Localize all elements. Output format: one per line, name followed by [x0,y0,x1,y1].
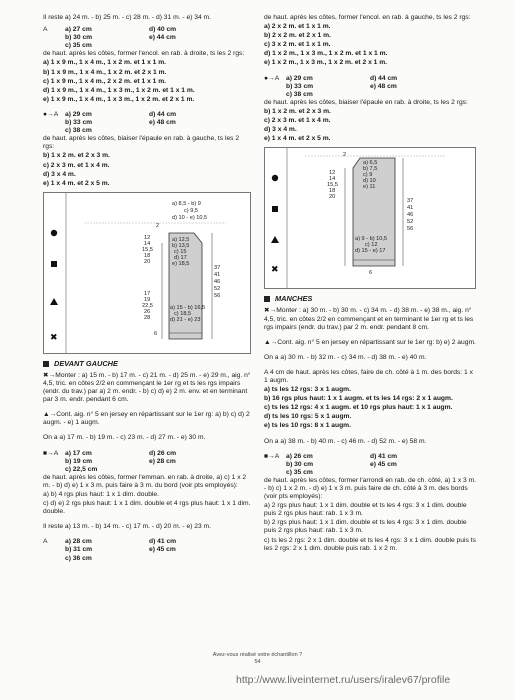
measure-block: ●→A a) 29 cm d) 44 cm b) 33 cm e) 48 cm c) 38 cm [264,74,398,98]
instruction-line: c) ts les 12 rgs: 4 x 1 augm. et 10 rgs plus haut: 1 x 1 augm. [264,404,453,412]
section-heading: MANCHES [264,295,477,303]
instruction-line: a) ts les 12 rgs: 3 x 1 augm. [264,386,351,394]
encol-intro: de haut. après les côtes, former l'encol. en rab. à droite, ts les 2 rgs: [43,50,245,58]
instruction-line: a) 1 x 9 m., 1 x 4 m., 1 x 2 m. et 1 x 1 m. [43,59,167,67]
cross-symbol-icon: ✖ [50,332,58,343]
instruction-line: b) 1 x 2 m. et 2 x 3 m. [264,107,331,115]
square-bullet-icon [43,361,49,367]
instruction-line: b) 1 x 2 m. et 2 x 3 m. [43,152,110,160]
on-a-line: On a a) 38 m. - b) 40 m. - c) 46 m. - d) 52 m. - e) 58 m. [264,437,427,445]
instruction-line: d) 1 x 2 m., 1 x 3 m., 1 x 2 m. et 1 x 1 m. [264,50,388,58]
instruction-line: c) 1 x 9 m., 1 x 4 m., 2 x 2 m. et 1 x 1 m. [43,77,167,85]
page-footer [0,652,515,666]
instruction-line: a) b) 4 rgs plus haut: 1 x 1 dim. double. [43,491,159,498]
epaule-intro: de haut. après les côtes, biaiser l'épaule en rab. à gauche, ts les 2 rgs: [43,135,240,151]
instruction-line: d) 3 x 4 m. [43,170,76,178]
instruction-line: e) 1 x 4 m. et 2 x 5 m. [43,179,110,187]
square-bullet-icon [264,296,270,302]
square-symbol-icon [51,261,57,267]
instruction-line: e) 1 x 4 m. et 2 x 5 m. [264,135,331,143]
front-right-schematic: ✖ 2 a) 6,5 b) 7,5 c) 9 d) 10 e) 11 12 14 15,5 18 20 37 41 46 52 56 a) 9 - b) 10,5 c) 12 d) 15 - e) 17 6 [264,147,476,289]
instruction-line: c) 3 x 2 m. et 1 x 1 m. [264,41,331,49]
cont-paragraph: ▲→Cont. aig. n° 5 en jersey en répartissant sur le 1er rg: a) b) c) d) 2 augm. - e) 1 augm. [43,411,250,427]
instruction-line: e) 1 x 9 m., 1 x 4 m., 1 x 3 m., 1 x 2 m. et 2 x 1 m. [43,95,195,103]
instruction-line: c) d) e) 2 rgs plus haut: 1 x 1 dim. double et 4 rgs plus haut: 1 x 1 dim. double. [43,500,251,516]
instruction-line: b) 1 x 9 m., 1 x 4 m., 1 x 2 m. et 2 x 1 m. [43,68,167,76]
instruction-line: a) 2 rgs plus haut: 1 x 1 dim. double et ts les 4 rgs: 3 x 1 dim. double puis 2 rgs plus haut: rab. 1 x 3 m. [264,502,467,518]
on-a-line: On a a) 30 m. - b) 32 m. - c) 34 m. - d) 38 m. - e) 40 m. [264,353,427,361]
instruction-line: b) 16 rgs plus haut: 1 x 1 augm. et ts les 14 rgs: 2 x 1 augm. [264,395,453,403]
reste-line: Il reste a) 24 m. - b) 25 m. - c) 28 m. - d) 31 m. - e) 34 m. [43,14,211,21]
emman-paragraph: de haut. après les côtes, former l'emman. en rab. à droite, a) c) 1 x 2 m. - b) d) e) 1 x 3 m. puis faire à 3 m. du bord (voir pts employés): [43,473,247,489]
circle-symbol-icon [272,175,278,181]
measure-block: ●→A a) 29 cm d) 44 cm b) 33 cm e) 48 cm c) 38 cm [43,110,177,135]
arrondi-paragraph: de haut. après les côtes, former l'arrondi en rab. de ch. côté, a) 1 x 3 m. - b) c) 1 x 2 m. - d) e) 1 x 3 m. puis faire de ch. côté à 3 m. des bords (voir pts employés): [264,476,477,501]
watermark: http://www.liveinternet.ru/users/iralev67/profile [236,674,451,686]
instruction-line: c) 2 x 3 m. et 1 x 4 m. [43,161,110,169]
instruction-line: e) ts les 10 rgs: 8 x 1 augm. [264,422,351,430]
measure-block: ■→A a) 17 cm d) 26 cm b) 19 cm e) 28 cm c) 22,5 cm [43,449,177,473]
left-column [43,14,251,563]
augm-intro: A 4 cm de haut. après les côtes, faire de ch. côté à 1 m. des bords: 1 x 1 augm. [264,368,473,384]
monter-paragraph: ✖→Monter : a) 30 m. - b) 30 m. - c) 34 m. - d) 38 m. - e) 38 m., aig. n° 4,5, tric. en côtes 2/2 en commençant et en terminant le 1er rg et ts les rgs impairs (endr. du trav.) par 2 m. endr. pendant 8 cm. [264,307,474,331]
instruction-line: b) 2 rgs plus haut: 1 x 1 dim. double et ts les 4 rgs: 3 x 1 dim. double puis 2 rgs plus haut: rab. 1 x 3 m. [264,519,467,535]
instruction-line: e) 1 x 2 m., 1 x 3 m., 1 x 2 m. et 2 x 1 m. [264,59,388,67]
reste-line: Il reste a) 13 m. - b) 14 m. - c) 17 m. - d) 20 m. - e) 23 m. [43,523,211,531]
measure-block: A a) 27 cm d) 40 cm b) 30 cm e) 44 cm c) 35 cm [43,26,177,50]
section-heading: DEVANT GAUCHE [43,360,251,368]
circle-symbol-icon [51,230,57,236]
instruction-line: d) ts les 10 rgs: 5 x 1 augm. [264,413,352,421]
triangle-symbol-icon [271,236,279,243]
monter-paragraph: ✖→Monter : a) 15 m. - b) 17 m. - c) 21 m. - d) 25 m. - e) 29 m., aig. n° 4,5, tric. en côtes 2/2 en commençant le 1er rg et ts les rgs impairs (endr. du trav.) par a) 2 m. endr. - b) c) d) e) 2 m. env. et en terminant par 3 m. endr. pendant 6 cm. [43,371,251,404]
instruction-line: c) ts les 2 rgs: 2 x 1 dim. double et ts les 4 rgs: 3 x 1 dim. double puis ts les 2 rgs: 2 x 1 dim. double puis rab. 1 x 2 m. [264,536,476,552]
cont-paragraph: ▲→Cont. aig. n° 5 en jersey en répartissant sur le 1er rg: b) e) 2 augm. [264,338,476,346]
square-symbol-icon [272,206,278,212]
epaule-intro: de haut. après les côtes, biaiser l'épaule en rab. à droite, ts les 2 rgs: [264,98,468,106]
encol-intro: de haut. après les côtes, former l'encol. en rab. à gauche, ts les 2 rgs: [264,14,471,21]
right-column [264,14,477,554]
cross-symbol-icon: ✖ [271,265,279,276]
instruction-line: c) 2 x 3 m. et 1 x 4 m. [264,117,331,125]
instruction-line: b) 2 x 2 m. et 2 x 1 m. [264,32,331,40]
on-a-line: On a a) 17 m. - b) 19 m. - c) 23 m. - d) 27 m. - e) 30 m. [43,434,206,442]
instruction-line: d) 3 x 4 m. [264,126,297,134]
triangle-symbol-icon [50,298,58,305]
page-number: 54 [254,659,261,665]
instruction-line: a) 2 x 2 m. et 1 x 1 m. [264,23,331,31]
front-left-schematic: ✖ a) 8,5 - b) 9 c) 9,5 d) 10 - e) 10,5 2 12 14 15,5 18 20 a) 12,5 b) 13,5 c) 15 d) 17 e) 18,5 37 41 46 52 56 17 19 22,5 26 28 a) 15 - b) 16,5 c) 18,5 d) 21 - e) 23 6 [43,192,251,354]
instruction-line: d) 1 x 9 m., 1 x 4 m., 1 x 3 m., 1 x 2 m. et 1 x 1 m. [43,86,195,94]
measure-block: A a) 28 cm d) 41 cm b) 31 cm e) 45 cm c) 36 cm [43,538,177,562]
measure-block: ■→A a) 26 cm d) 41 cm b) 30 cm e) 45 cm c) 35 cm [264,452,398,476]
footer-line: Avez-vous réalisé votre échantillon ? [212,652,303,658]
